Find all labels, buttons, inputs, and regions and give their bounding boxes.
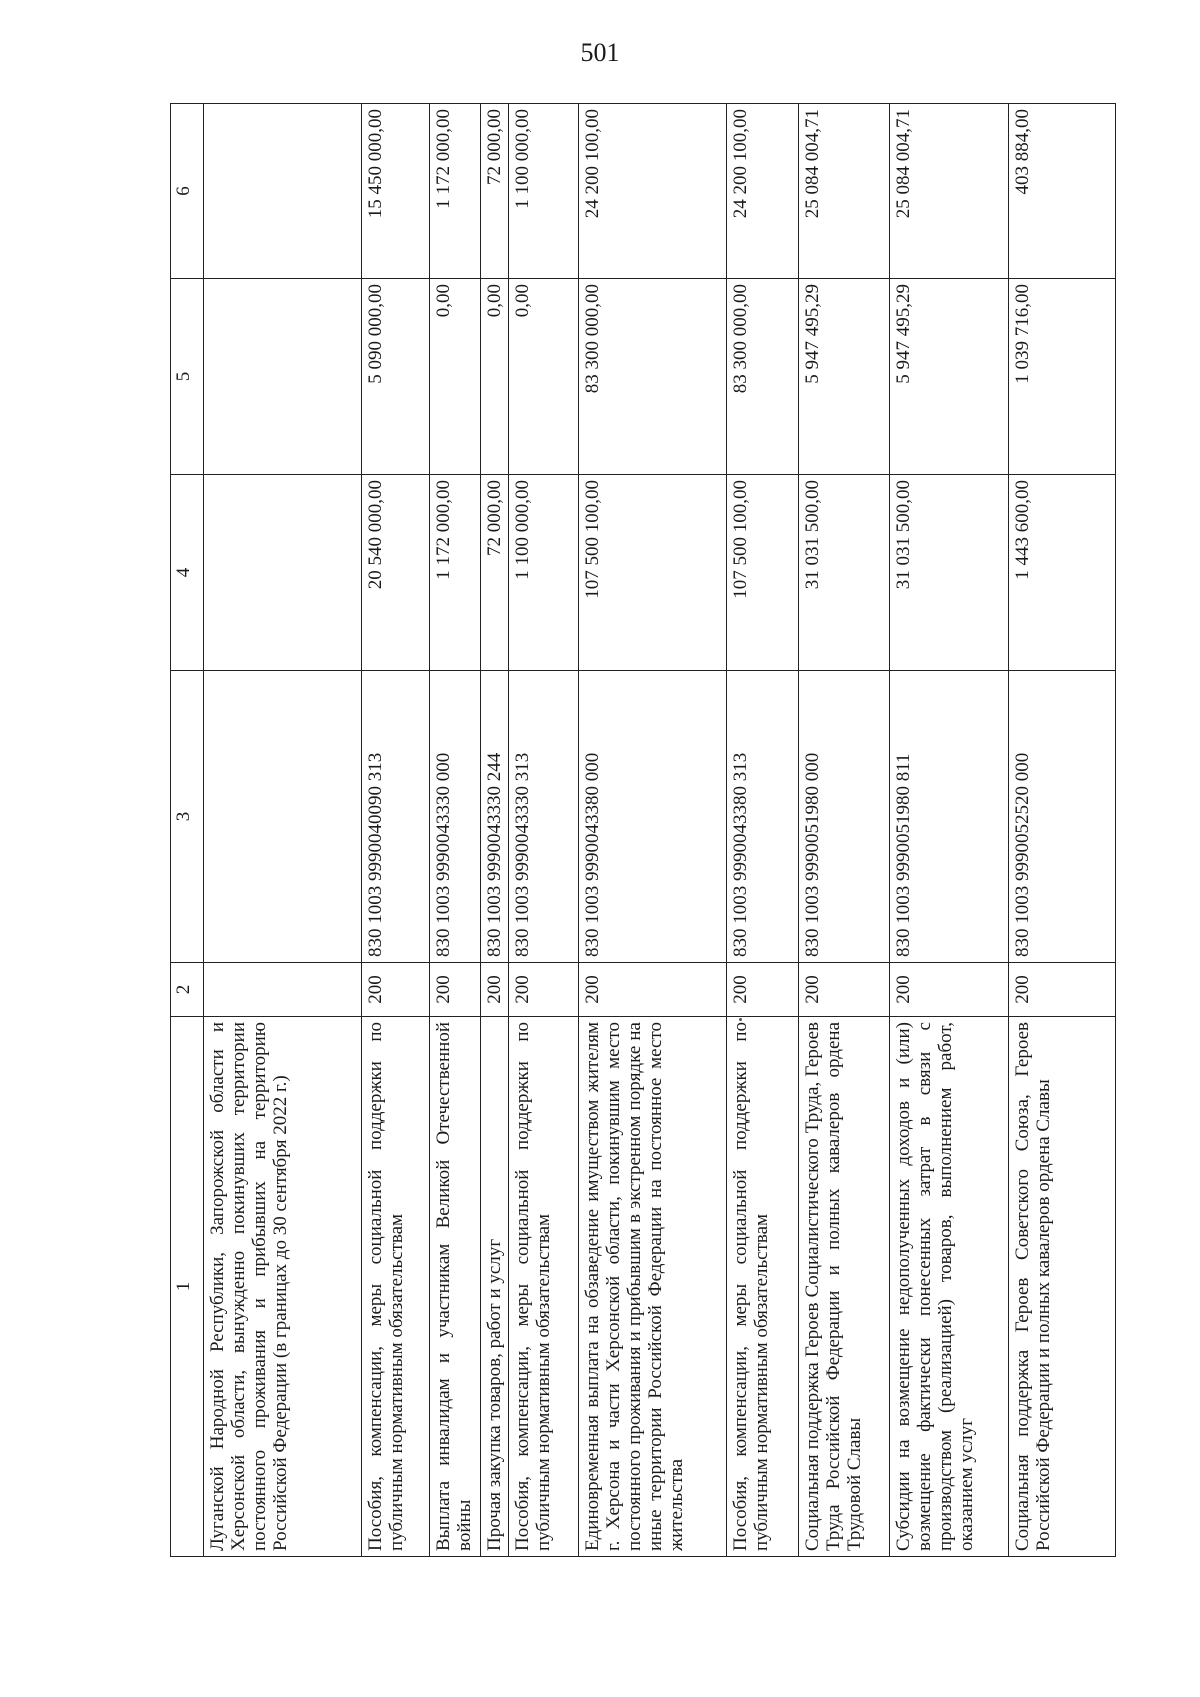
rotated-table-wrapper [170,104,1116,1557]
row-col5: 0,00 [480,279,508,475]
row-col6 [204,104,361,279]
row-col2 [204,963,361,1017]
row-col2: 200 [726,963,799,1017]
table-row [799,104,890,1557]
row-col4: 20 540 000,00 [361,475,430,671]
row-col6: 15 450 000,00 [361,104,430,279]
row-col4: 107 500 100,00 [726,475,799,671]
row-code: 830 1003 9990052520 000 [1009,671,1116,963]
row-col5: 83 300 000,00 [726,279,799,475]
row-col6: 1 100 000,00 [508,104,579,279]
row-description: Субсидии на возмещение недополученных доходов и (или) возмещение фактически понесенных затрат в связи с производством (реализацией) товаров, выполнением работ, оказанием услуг [890,1017,1009,1557]
row-description: Пособия, компенсации, меры социальной поддержки по публичным нормативным обязательствам [361,1017,430,1557]
row-col5: 5 947 495,29 [799,279,890,475]
row-col4: 1 100 000,00 [508,475,579,671]
row-code: 830 1003 9990043330 313 [508,671,579,963]
table-row [1009,104,1116,1557]
table-header-row [171,104,204,1557]
row-col2: 200 [508,963,579,1017]
table-row [579,104,726,1557]
row-col2: 200 [480,963,508,1017]
row-description: Социальная поддержка Героев Советского Союза, Героев Российской Федерации и полных кавалеров ордена Славы [1009,1017,1116,1557]
row-col5: 1 039 716,00 [1009,279,1116,475]
row-code: 830 1003 9990043380 000 [579,671,726,963]
row-col4: 31 031 500,00 [890,475,1009,671]
row-col2: 200 [361,963,430,1017]
row-col4: 31 031 500,00 [799,475,890,671]
row-description: Пособия, компенсации, меры социальной поддержки по публичным нормативным обязательствам [508,1017,579,1557]
column-header: 2 [171,963,204,1017]
row-col6: 25 084 004,71 [890,104,1009,279]
table-row [430,104,480,1557]
row-col4 [204,475,361,671]
row-col4: 1 443 600,00 [1009,475,1116,671]
row-col2: 200 [799,963,890,1017]
row-description: Прочая закупка товаров, работ и услуг [480,1017,508,1557]
row-code: 830 1003 9990051980 811 [890,671,1009,963]
row-col2: 200 [430,963,480,1017]
row-col2: 200 [890,963,1009,1017]
row-description: Пособия, компенсации, меры социальной поддержки по публичным нормативным обязательствам [726,1017,799,1557]
budget-table [170,103,1116,1557]
row-code: 830 1003 9990051980 000 [799,671,890,963]
row-col5: 83 300 000,00 [579,279,726,475]
row-code: 830 1003 9990043330 244 [480,671,508,963]
column-header: 6 [171,104,204,279]
table-row [480,104,508,1557]
row-col4: 1 172 000,00 [430,475,480,671]
column-header: 1 [171,1017,204,1557]
row-code [204,671,361,963]
row-col2: 200 [1009,963,1116,1017]
row-col2: 200 [579,963,726,1017]
row-col6: 24 200 100,00 [579,104,726,279]
table-row [361,104,430,1557]
row-col6: 25 084 004,71 [799,104,890,279]
row-col6: 403 884,00 [1009,104,1116,279]
column-header: 4 [171,475,204,671]
table-row [204,104,361,1557]
table-row [726,104,799,1557]
row-col6: 1 172 000,00 [430,104,480,279]
row-col5: 5 090 000,00 [361,279,430,475]
column-header: 3 [171,671,204,963]
row-col5: 0,00 [508,279,579,475]
row-description: Луганской Народной Республики, Запорожской области и Херсонской области, вынужденно покинувших территории постоянного проживания и прибывших на территорию Российской Федерации (в границах до 30 сентября 2022 г.) [204,1017,361,1557]
column-header: 5 [171,279,204,475]
row-col6: 72 000,00 [480,104,508,279]
row-code: 830 1003 9990043330 000 [430,671,480,963]
table-row [508,104,579,1557]
row-col4: 107 500 100,00 [579,475,726,671]
row-code: 830 1003 9990040090 313 [361,671,430,963]
page-number: 501 [580,38,620,67]
row-col6: 24 200 100,00 [726,104,799,279]
row-description: Социальная поддержка Героев Социалистического Труда, Героев Труда Российской Федерации и полных кавалеров ордена Трудовой Славы [799,1017,890,1557]
row-col4: 72 000,00 [480,475,508,671]
row-col5: 0,00 [430,279,480,475]
table-row [890,104,1009,1557]
row-col5 [204,279,361,475]
row-description: Выплата инвалидам и участникам Великой Отечественной войны [430,1017,480,1557]
row-col5: 5 947 495,29 [890,279,1009,475]
row-code: 830 1003 9990043380 313 [726,671,799,963]
row-description: Единовременная выплата на обзаведение имуществом жителям г. Херсона и части Херсонской области, покинувшим место постоянного проживания и прибывшим в экстренном порядке на иные территории Российской Федерации на постоянное место жительства [579,1017,726,1557]
